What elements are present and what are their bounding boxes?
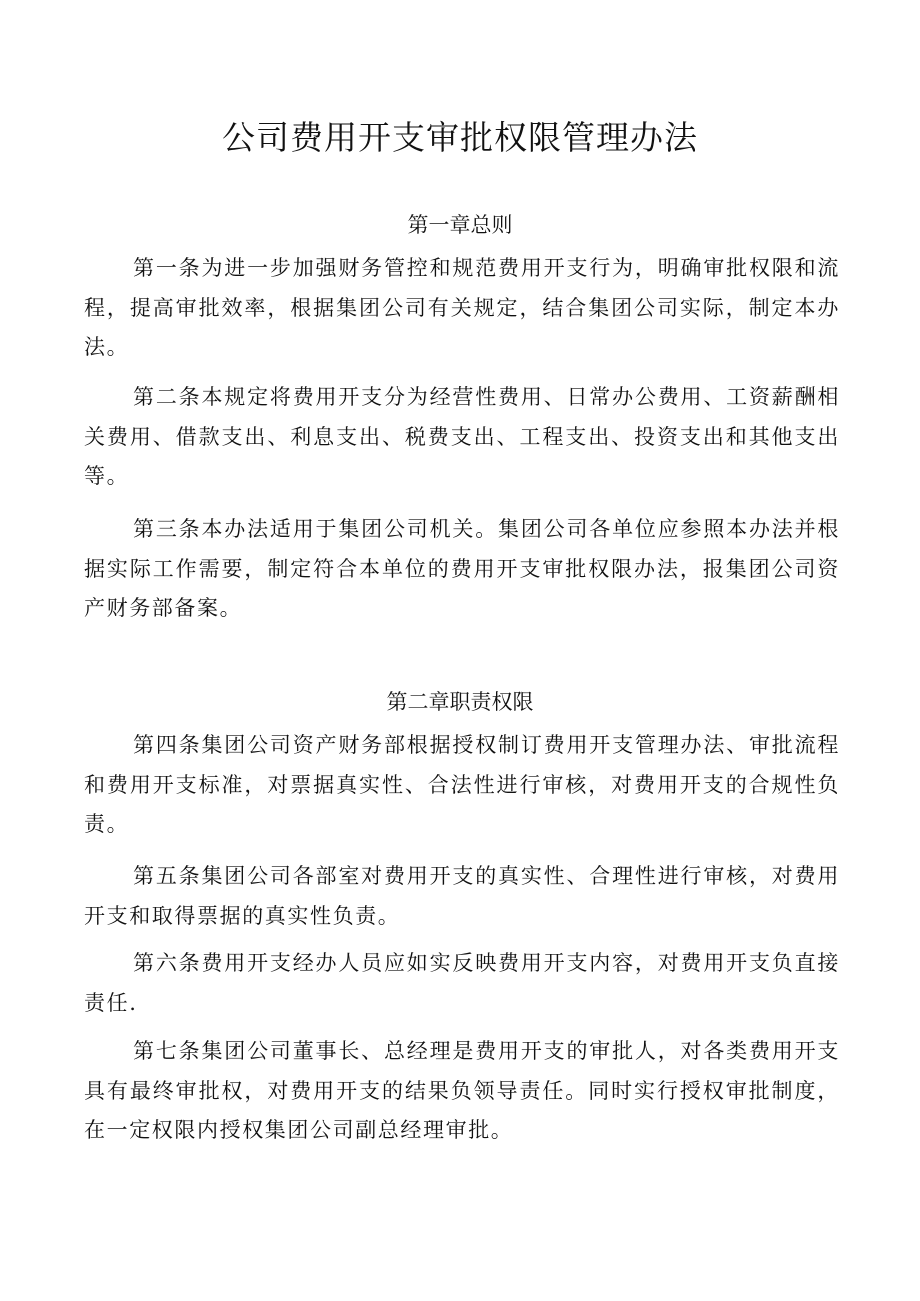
article-6: 第六条费用开支经办人员应如实反映费用开支内容，对费用开支负直接责任. — [84, 951, 840, 1015]
article-1: 第一条为进一步加强财务管控和规范费用开支行为，明确审批权限和流程，提高审批效率，根据集团公司有关规定，结合集团公司实际，制定本办法。 — [84, 256, 840, 359]
article-7: 第七条集团公司董事长、总经理是费用开支的审批人，对各类费用开支具有最终审批权，对费用开支的结果负领导责任。同时实行授权审批制度，在一定权限内授权集团公司副总经理审批。 — [84, 1039, 840, 1142]
article-4: 第四条集团公司资产财务部根据授权制订费用开支管理办法、审批流程和费用开支标准，对票据真实性、合法性进行审核，对费用开支的合规性负责。 — [84, 733, 840, 836]
article-2: 第二条本规定将费用开支分为经营性费用、日常办公费用、工资薪酬相关费用、借款支出、利息支出、税费支出、工程支出、投资支出和其他支出等。 — [84, 385, 840, 488]
chapter-heading-general: 第一章总则 — [407, 213, 513, 237]
article-5: 第五条集团公司各部室对费用开支的真实性、合理性进行审核，对费用开支和取得票据的真实性负责。 — [84, 864, 840, 928]
chapter-heading-duties: 第二章职责权限 — [386, 690, 534, 714]
document-title: 公司费用开支审批权限管理办法 — [222, 118, 698, 157]
article-3: 第三条本办法适用于集团公司机关。集团公司各单位应参照本办法并根据实际工作需要，制定符合本单位的费用开支审批权限办法，报集团公司资产财务部备案。 — [84, 517, 840, 620]
